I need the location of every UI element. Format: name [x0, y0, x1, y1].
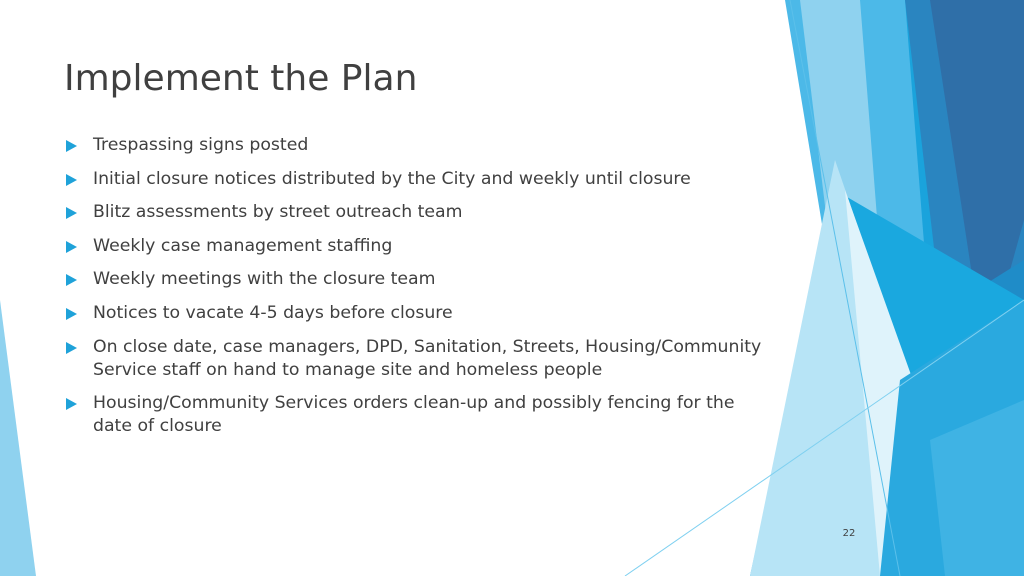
bullet-text: Notices to vacate 4-5 days before closure — [93, 302, 453, 323]
bullet-item — [64, 302, 764, 325]
triangle-arrow-icon — [66, 398, 77, 410]
bullet-item — [64, 392, 764, 438]
slide-title: Implement the Plan — [64, 58, 418, 99]
bullet-text: On close date, case managers, DPD, Sanitation, Streets, Housing/Community Service staff on hand to manage site and homeless people — [93, 336, 762, 380]
bullet-text: Trespassing signs posted — [93, 135, 309, 155]
bullet-item — [64, 134, 764, 157]
left-facet — [0, 300, 36, 576]
triangle-arrow-icon — [66, 342, 77, 354]
bullet-text: Housing/Community Services orders clean-up and possibly fencing for the date of closure — [93, 393, 735, 437]
bullet-item — [64, 201, 764, 224]
triangle-arrow-icon — [66, 207, 77, 219]
bullet-text: Blitz assessments by street outreach team — [93, 202, 463, 223]
triangle-arrow-icon — [66, 274, 77, 286]
bullet-list — [64, 134, 764, 449]
triangle-arrow-icon — [66, 241, 77, 253]
triangle-arrow-icon — [66, 174, 77, 186]
bullet-text: Initial closure notices distributed by the City and weekly until closure — [93, 168, 691, 189]
bullet-item — [64, 336, 764, 382]
bullet-item — [64, 168, 764, 191]
triangle-arrow-icon — [66, 140, 77, 152]
bullet-text: Weekly case management staffing — [93, 235, 393, 256]
page-number: 22 — [842, 528, 856, 539]
bullet-item — [64, 268, 764, 291]
bullet-item — [64, 235, 764, 258]
bullet-text: Weekly meetings with the closure team — [93, 269, 436, 290]
triangle-arrow-icon — [66, 308, 77, 320]
